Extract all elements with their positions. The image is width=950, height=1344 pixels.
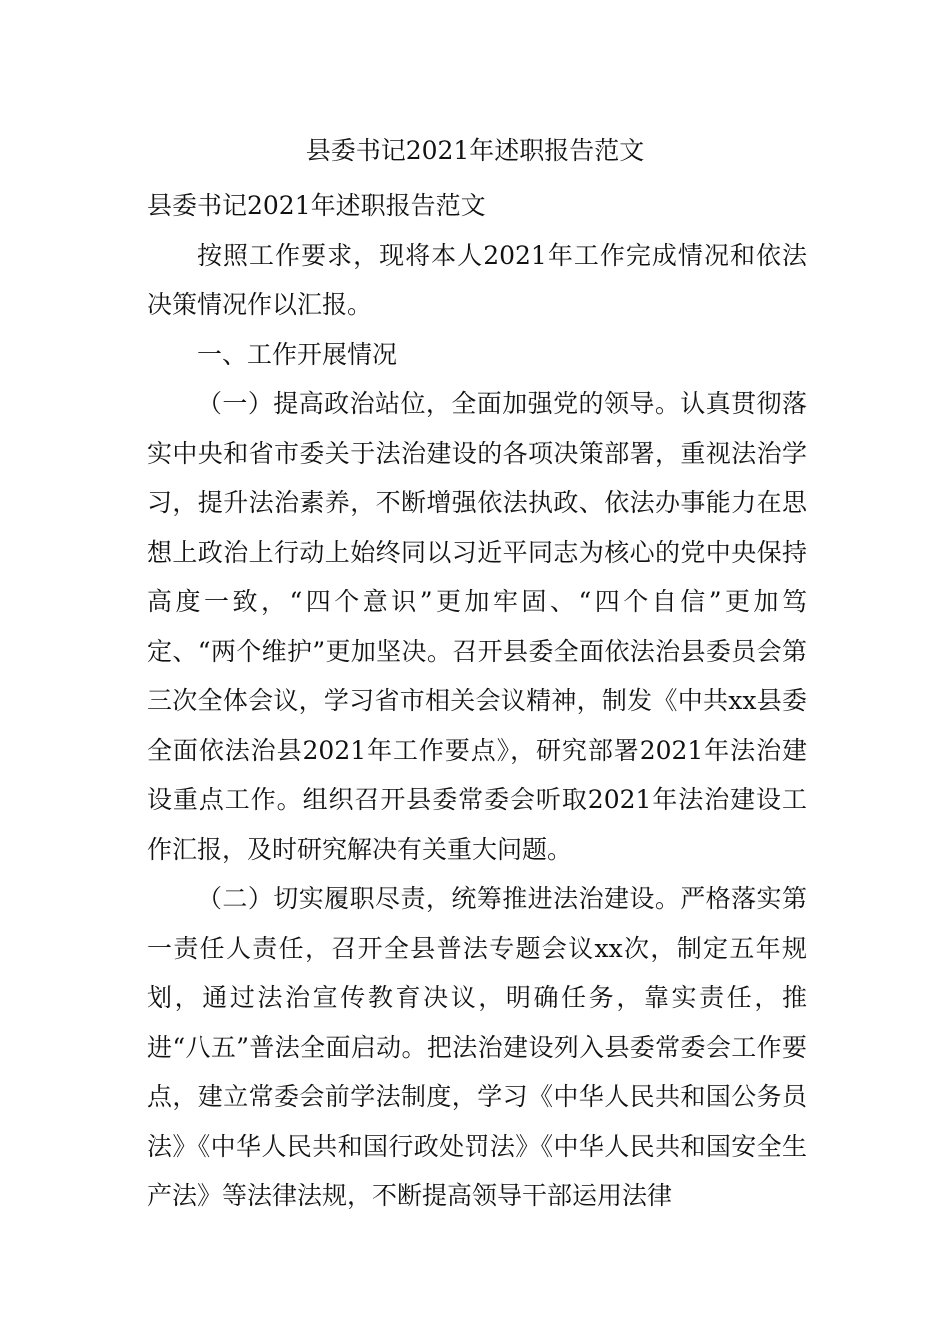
paragraph-political-leadership: （一）提高政治站位，全面加强党的领导。认真贯彻落实中央和省市委关于法治建设的各项决策部署，重视法治学习，提升法治素养，不断增强依法执政、依法办事能力在思想上政治上行动上始终同以习近平同志为核心的党中央保持高度一致，“四个意识”更加牢固、“四个自信”更加笃定、“两个维护”更加坚决。召开县委全面依法治县委员会第三次全体会议，学习省市相关会议精神，制发《中共xx县委全面依法治县2021年工作要点》，研究部署2021年法治建设重点工作。组织召开县委常委会听取2021年法治建设工作汇报，及时研究解决有关重大问题。 (147, 389, 807, 864)
document-title: 县委书记2021年述职报告范文 (305, 136, 645, 165)
document-subtitle: 县委书记2021年述职报告范文 (147, 191, 486, 220)
section-heading-work-status: 一、工作开展情况 (197, 339, 398, 369)
document-body (147, 181, 807, 1221)
paragraph-intro: 按照工作要求，现将本人2021年工作完成情况和依法决策情况作以汇报。 (147, 240, 807, 319)
paragraph-rule-of-law-construction: （二）切实履职尽责，统筹推进法治建设。严格落实第一责任人责任，召开全县普法专题会议xx次，制定五年规划，通过法治宣传教育决议，明确任务，靠实责任，推进“八五”普法全面启动。把法治建设列入县委常委会工作要点，建立常委会前学法制度，学习《中华人民共和国公务员法》《中华人民共和国行政处罚法》《中华人民共和国安全生产法》等法律法规，不断提高领导干部运用法律 (147, 884, 807, 1210)
